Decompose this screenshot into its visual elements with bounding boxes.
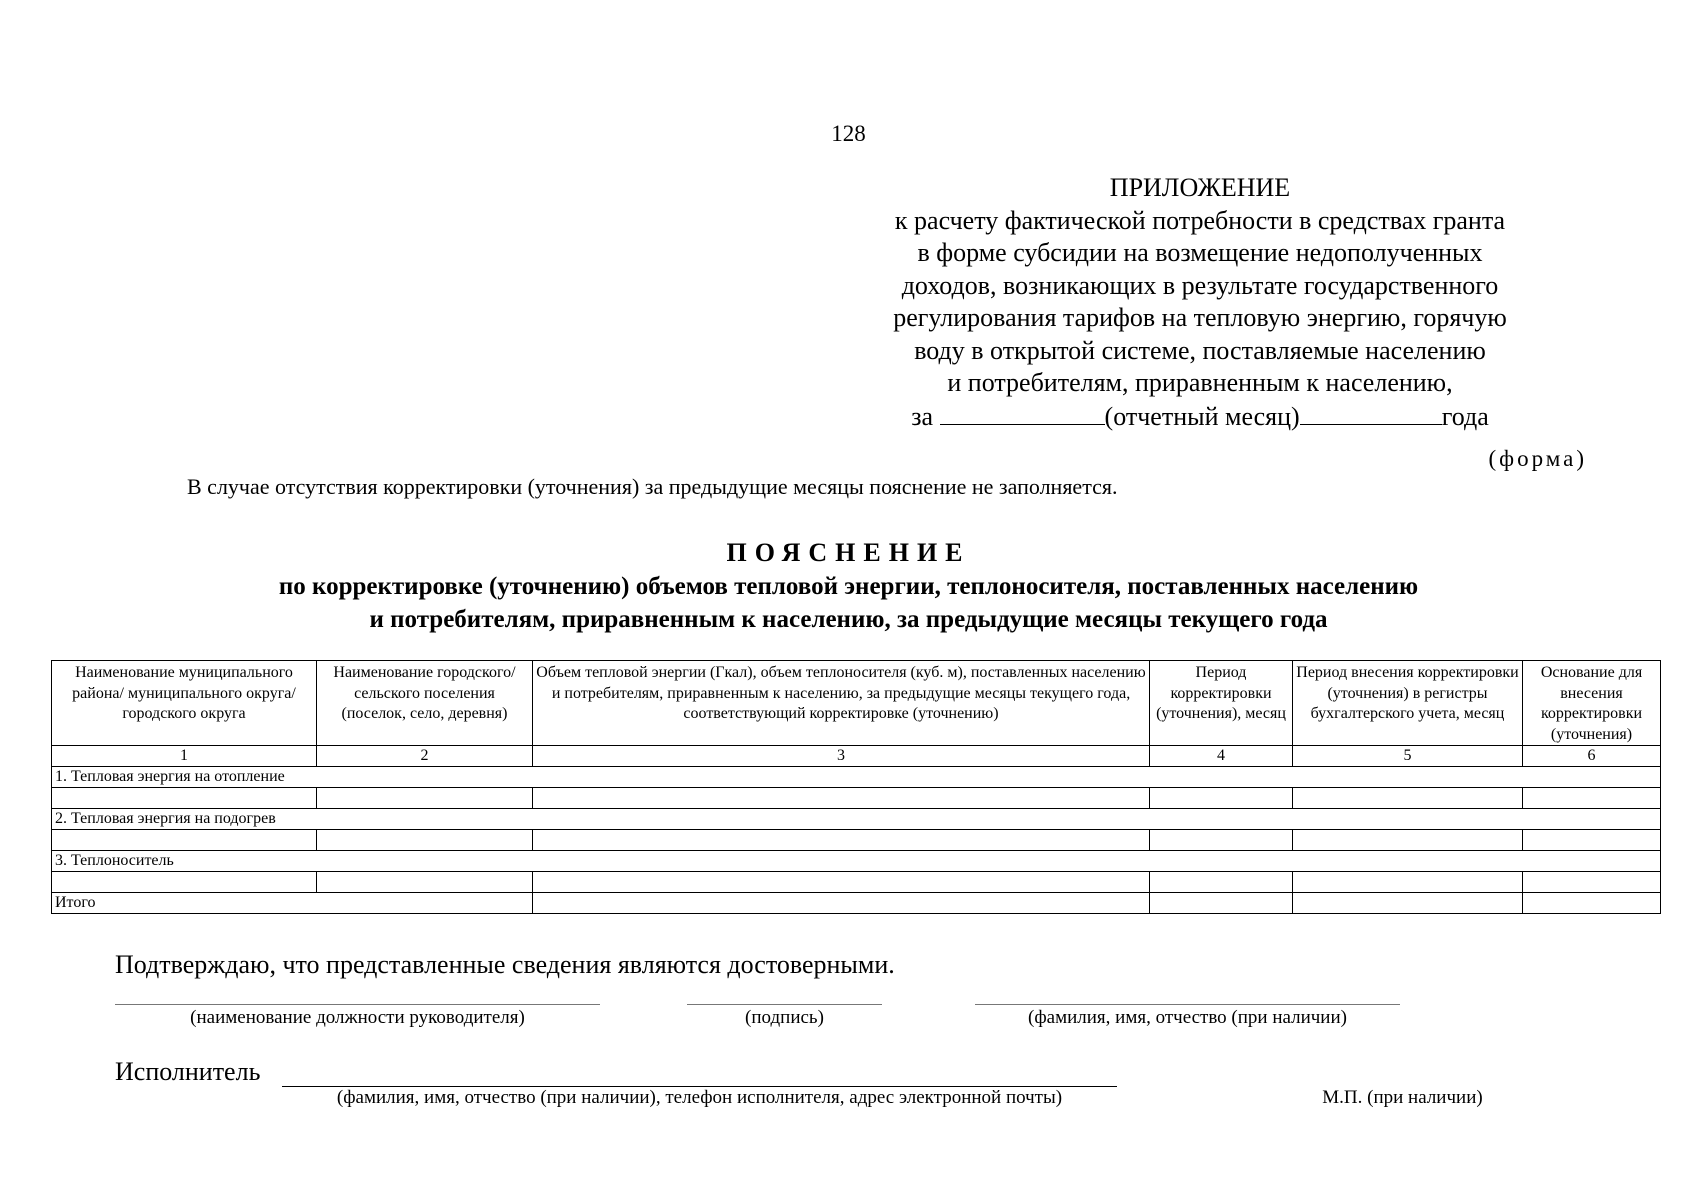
table-cell[interactable] <box>1523 830 1661 851</box>
table-cell[interactable] <box>52 830 317 851</box>
table-row <box>52 872 1661 893</box>
correction-table <box>51 660 1661 914</box>
table-cell[interactable] <box>52 872 317 893</box>
period-suffix: года <box>1441 401 1489 431</box>
table-cell[interactable] <box>533 830 1150 851</box>
table-cell[interactable] <box>317 788 533 809</box>
table-cell[interactable] <box>1523 788 1661 809</box>
table-cell[interactable] <box>1293 872 1523 893</box>
explanation-title: ПОЯСНЕНИЕ <box>726 538 971 567</box>
header-cell: Объем тепловой энергии (Гкал), объем теплоносителя (куб. м), поставленных населению и потребителям, приравненным к населению, за предыдущие месяцы текущего года, соответствующий корректировке (уточнению) <box>533 661 1150 746</box>
position-signature-line[interactable] <box>115 1004 600 1005</box>
page-number: 128 <box>831 121 866 146</box>
table-cell[interactable] <box>1150 830 1293 851</box>
appendix-line: в форме субсидии на возмещение недополученных <box>917 238 1483 267</box>
period-middle: (отчетный месяц) <box>1104 401 1300 431</box>
period-line <box>880 400 1520 434</box>
executor-caption: (фамилия, имя, отчество (при наличии), телефон исполнителя, адрес электронной почты) <box>336 1087 1063 1108</box>
explanation-subtitle <box>0 570 1697 636</box>
year-blank[interactable] <box>1300 400 1442 425</box>
section-row-coolant <box>52 851 1661 872</box>
section-row-heating <box>52 767 1661 788</box>
table-cell[interactable] <box>1150 872 1293 893</box>
section-label: 2. Тепловая энергия на подогрев <box>52 809 1661 830</box>
table-cell[interactable] <box>317 830 533 851</box>
section-row-hot-water <box>52 809 1661 830</box>
appendix-line: воду в открытой системе, поставляемые населению <box>914 335 1486 365</box>
column-number: 5 <box>1293 746 1523 767</box>
name-caption: (фамилия, имя, отчество (при наличии) <box>1028 1007 1347 1028</box>
position-caption: (наименование должности руководителя) <box>190 1007 525 1028</box>
table-header-row <box>52 661 1661 746</box>
table-cell[interactable] <box>1523 893 1661 914</box>
appendix-line: доходов, возникающих в результате государственного <box>901 270 1499 300</box>
header-cell: Период корректировки (уточнения), месяц <box>1150 661 1293 746</box>
table-cell[interactable] <box>533 893 1150 914</box>
table-row <box>52 830 1661 851</box>
form-label: (форма) <box>1488 446 1587 471</box>
executor-label: Исполнитель <box>115 1057 261 1086</box>
header-cell: Наименование городского/ сельского поселения (поселок, село, деревня) <box>317 661 533 746</box>
appendix-line: регулирования тарифов на тепловую энергию, горячую <box>893 303 1507 332</box>
section-label: 3. Теплоноситель <box>52 851 1661 872</box>
table-cell[interactable] <box>1150 788 1293 809</box>
total-row <box>52 893 1661 914</box>
note-text: В случае отсутствия корректировки (уточнения) за предыдущие месяцы пояснение не заполняется. <box>187 474 1118 499</box>
column-number: 4 <box>1150 746 1293 767</box>
table-row <box>52 788 1661 809</box>
month-blank[interactable] <box>940 400 1105 425</box>
appendix-line: к расчету фактической потребности в средствах гранта <box>894 205 1506 235</box>
total-label: Итого <box>52 893 533 914</box>
header-cell: Период внесения корректировки (уточнения) в регистры бухгалтерского учета, месяц <box>1293 661 1523 746</box>
column-number: 1 <box>52 746 317 767</box>
signature-caption: (подпись) <box>745 1007 824 1028</box>
appendix-block <box>880 172 1520 433</box>
name-signature-line[interactable] <box>975 1004 1400 1005</box>
header-cell: Основание для внесения корректировки (уточнения) <box>1523 661 1661 746</box>
table-cell[interactable] <box>533 872 1150 893</box>
table-cell[interactable] <box>1293 893 1523 914</box>
column-number-row <box>52 746 1661 767</box>
column-number: 6 <box>1523 746 1661 767</box>
table-cell[interactable] <box>1293 830 1523 851</box>
confirmation-text: Подтверждаю, что представленные сведения являются достоверными. <box>115 950 895 979</box>
appendix-line: и потребителям, приравненным к населению, <box>947 368 1453 397</box>
table-cell[interactable] <box>1293 788 1523 809</box>
table-cell[interactable] <box>1150 893 1293 914</box>
seal-caption: М.П. (при наличии) <box>1322 1087 1483 1108</box>
signature-line[interactable] <box>687 1004 882 1005</box>
period-prefix: за <box>911 401 934 431</box>
table-cell[interactable] <box>533 788 1150 809</box>
column-number: 3 <box>533 746 1150 767</box>
explanation-subtitle-line: по корректировке (уточнению) объемов тепловой энергии, теплоносителя, поставленных населению <box>278 573 1419 600</box>
table-cell[interactable] <box>52 788 317 809</box>
explanation-subtitle-line: и потребителям, приравненным к населению, за предыдущие месяцы текущего года <box>369 606 1328 633</box>
header-cell: Наименование муниципального района/ муниципального округа/ городского округа <box>52 661 317 746</box>
column-number: 2 <box>317 746 533 767</box>
table-cell[interactable] <box>1523 872 1661 893</box>
section-label: 1. Тепловая энергия на отопление <box>52 767 1661 788</box>
appendix-title: ПРИЛОЖЕНИЕ <box>1109 173 1291 202</box>
table-cell[interactable] <box>317 872 533 893</box>
